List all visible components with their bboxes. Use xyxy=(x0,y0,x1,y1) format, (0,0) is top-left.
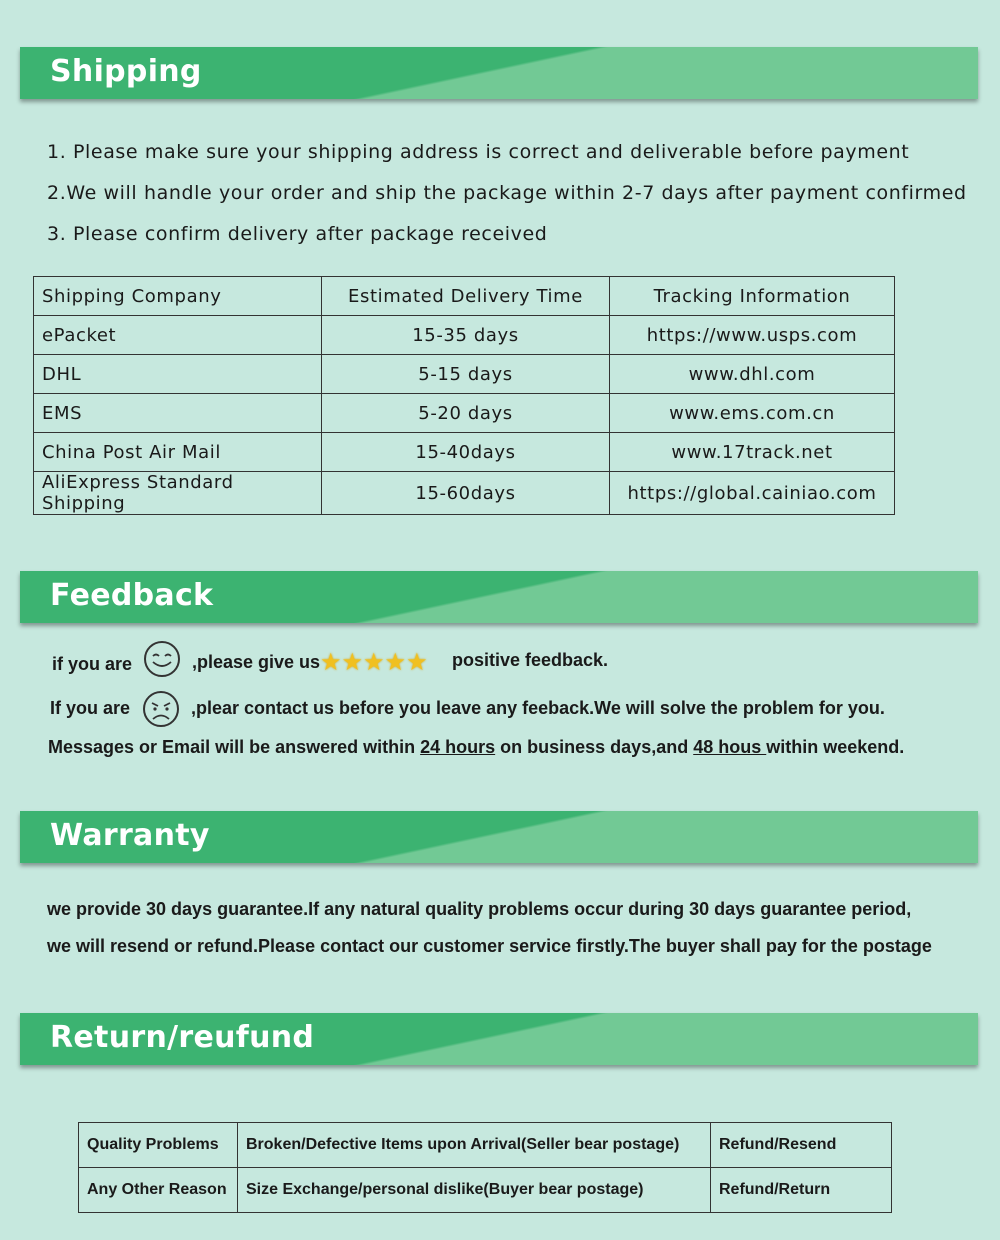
shipping-table xyxy=(33,276,895,515)
reason-cell: Quality Problems xyxy=(79,1123,238,1168)
company-cell: ePacket xyxy=(34,316,322,355)
table-row xyxy=(34,394,895,433)
response-time-text xyxy=(48,737,904,758)
header-tracking-info: Tracking Information xyxy=(610,277,895,316)
feedback-line-happy xyxy=(52,654,132,675)
five-star-rating xyxy=(320,648,428,676)
tracking-link[interactable]: www.17track.net xyxy=(610,433,895,472)
positive-feedback-label: positive feedback. xyxy=(452,650,609,670)
delivery-time-cell: 15-60days xyxy=(322,472,610,515)
response-48-hours: 48 hous xyxy=(693,737,767,757)
warranty-banner xyxy=(20,811,978,863)
delivery-time-cell: 5-15 days xyxy=(322,355,610,394)
please-give-us-label: ,please give us xyxy=(192,652,321,672)
shipping-line-2: 2.We will handle your order and ship the package within 2-7 days after payment confirmed xyxy=(47,182,967,204)
contact-us-text: ,plear contact us before you leave any feeback.We will solve the problem for you. xyxy=(191,698,885,718)
description-cell: Size Exchange/personal dislike(Buyer bear postage) xyxy=(238,1168,711,1213)
shipping-line-1: 1. Please make sure your shipping address is correct and deliverable before payment xyxy=(47,141,910,163)
resolution-cell: Refund/Resend xyxy=(711,1123,892,1168)
company-cell: China Post Air Mail xyxy=(34,433,322,472)
feedback-title: Feedback xyxy=(50,578,214,613)
response-text-b: on business days,and xyxy=(495,737,694,757)
star-icon: ★ xyxy=(384,648,407,676)
shipping-title: Shipping xyxy=(50,54,202,89)
table-row xyxy=(79,1168,892,1213)
response-24-hours: 24 hours xyxy=(420,737,496,757)
return-title: Return/reufund xyxy=(50,1020,315,1055)
header-delivery-time: Estimated Delivery Time xyxy=(322,277,610,316)
delivery-time-cell: 15-40days xyxy=(322,433,610,472)
warranty-title: Warranty xyxy=(50,818,210,853)
description-cell: Broken/Defective Items upon Arrival(Seller bear postage) xyxy=(238,1123,711,1168)
company-cell: AliExpress Standard Shipping xyxy=(34,472,322,515)
star-icon: ★ xyxy=(406,648,428,676)
smile-face-icon xyxy=(143,640,181,678)
star-icon: ★ xyxy=(341,648,364,676)
table-row xyxy=(34,355,895,394)
table-row xyxy=(34,316,895,355)
header-shipping-company: Shipping Company xyxy=(34,277,322,316)
tracking-link[interactable]: https://www.usps.com xyxy=(610,316,895,355)
tracking-link[interactable]: www.ems.com.cn xyxy=(610,394,895,433)
table-row xyxy=(34,433,895,472)
tracking-link[interactable]: www.dhl.com xyxy=(610,355,895,394)
table-header-row xyxy=(34,277,895,316)
shipping-banner xyxy=(20,47,978,99)
response-text-c: within weekend. xyxy=(766,737,905,757)
if-you-are-label: if you are xyxy=(52,654,133,674)
star-icon: ★ xyxy=(363,648,385,676)
return-banner xyxy=(20,1013,978,1065)
warranty-line-1: we provide 30 days guarantee.If any natural quality problems occur during 30 days guarantee period, xyxy=(47,899,912,919)
tracking-link[interactable]: https://global.cainiao.com xyxy=(610,472,895,515)
table-row xyxy=(79,1123,892,1168)
star-icon: ★ xyxy=(320,648,342,676)
reason-cell: Any Other Reason xyxy=(79,1168,238,1213)
resolution-cell: Refund/Return xyxy=(711,1168,892,1213)
delivery-time-cell: 15-35 days xyxy=(322,316,610,355)
delivery-time-cell: 5-20 days xyxy=(322,394,610,433)
return-table xyxy=(78,1122,892,1213)
company-cell: EMS xyxy=(34,394,322,433)
table-row xyxy=(34,472,895,515)
response-text-a: Messages or Email will be answered within xyxy=(48,737,421,757)
feedback-banner xyxy=(20,571,978,623)
sad-face-icon xyxy=(141,690,181,728)
shipping-line-3: 3. Please confirm delivery after package received xyxy=(47,223,548,245)
if-you-are-sad-label: If you are xyxy=(50,698,131,718)
warranty-line-2: we will resend or refund.Please contact our customer service firstly.The buyer shall pay for the postage xyxy=(47,936,932,956)
company-cell: DHL xyxy=(34,355,322,394)
